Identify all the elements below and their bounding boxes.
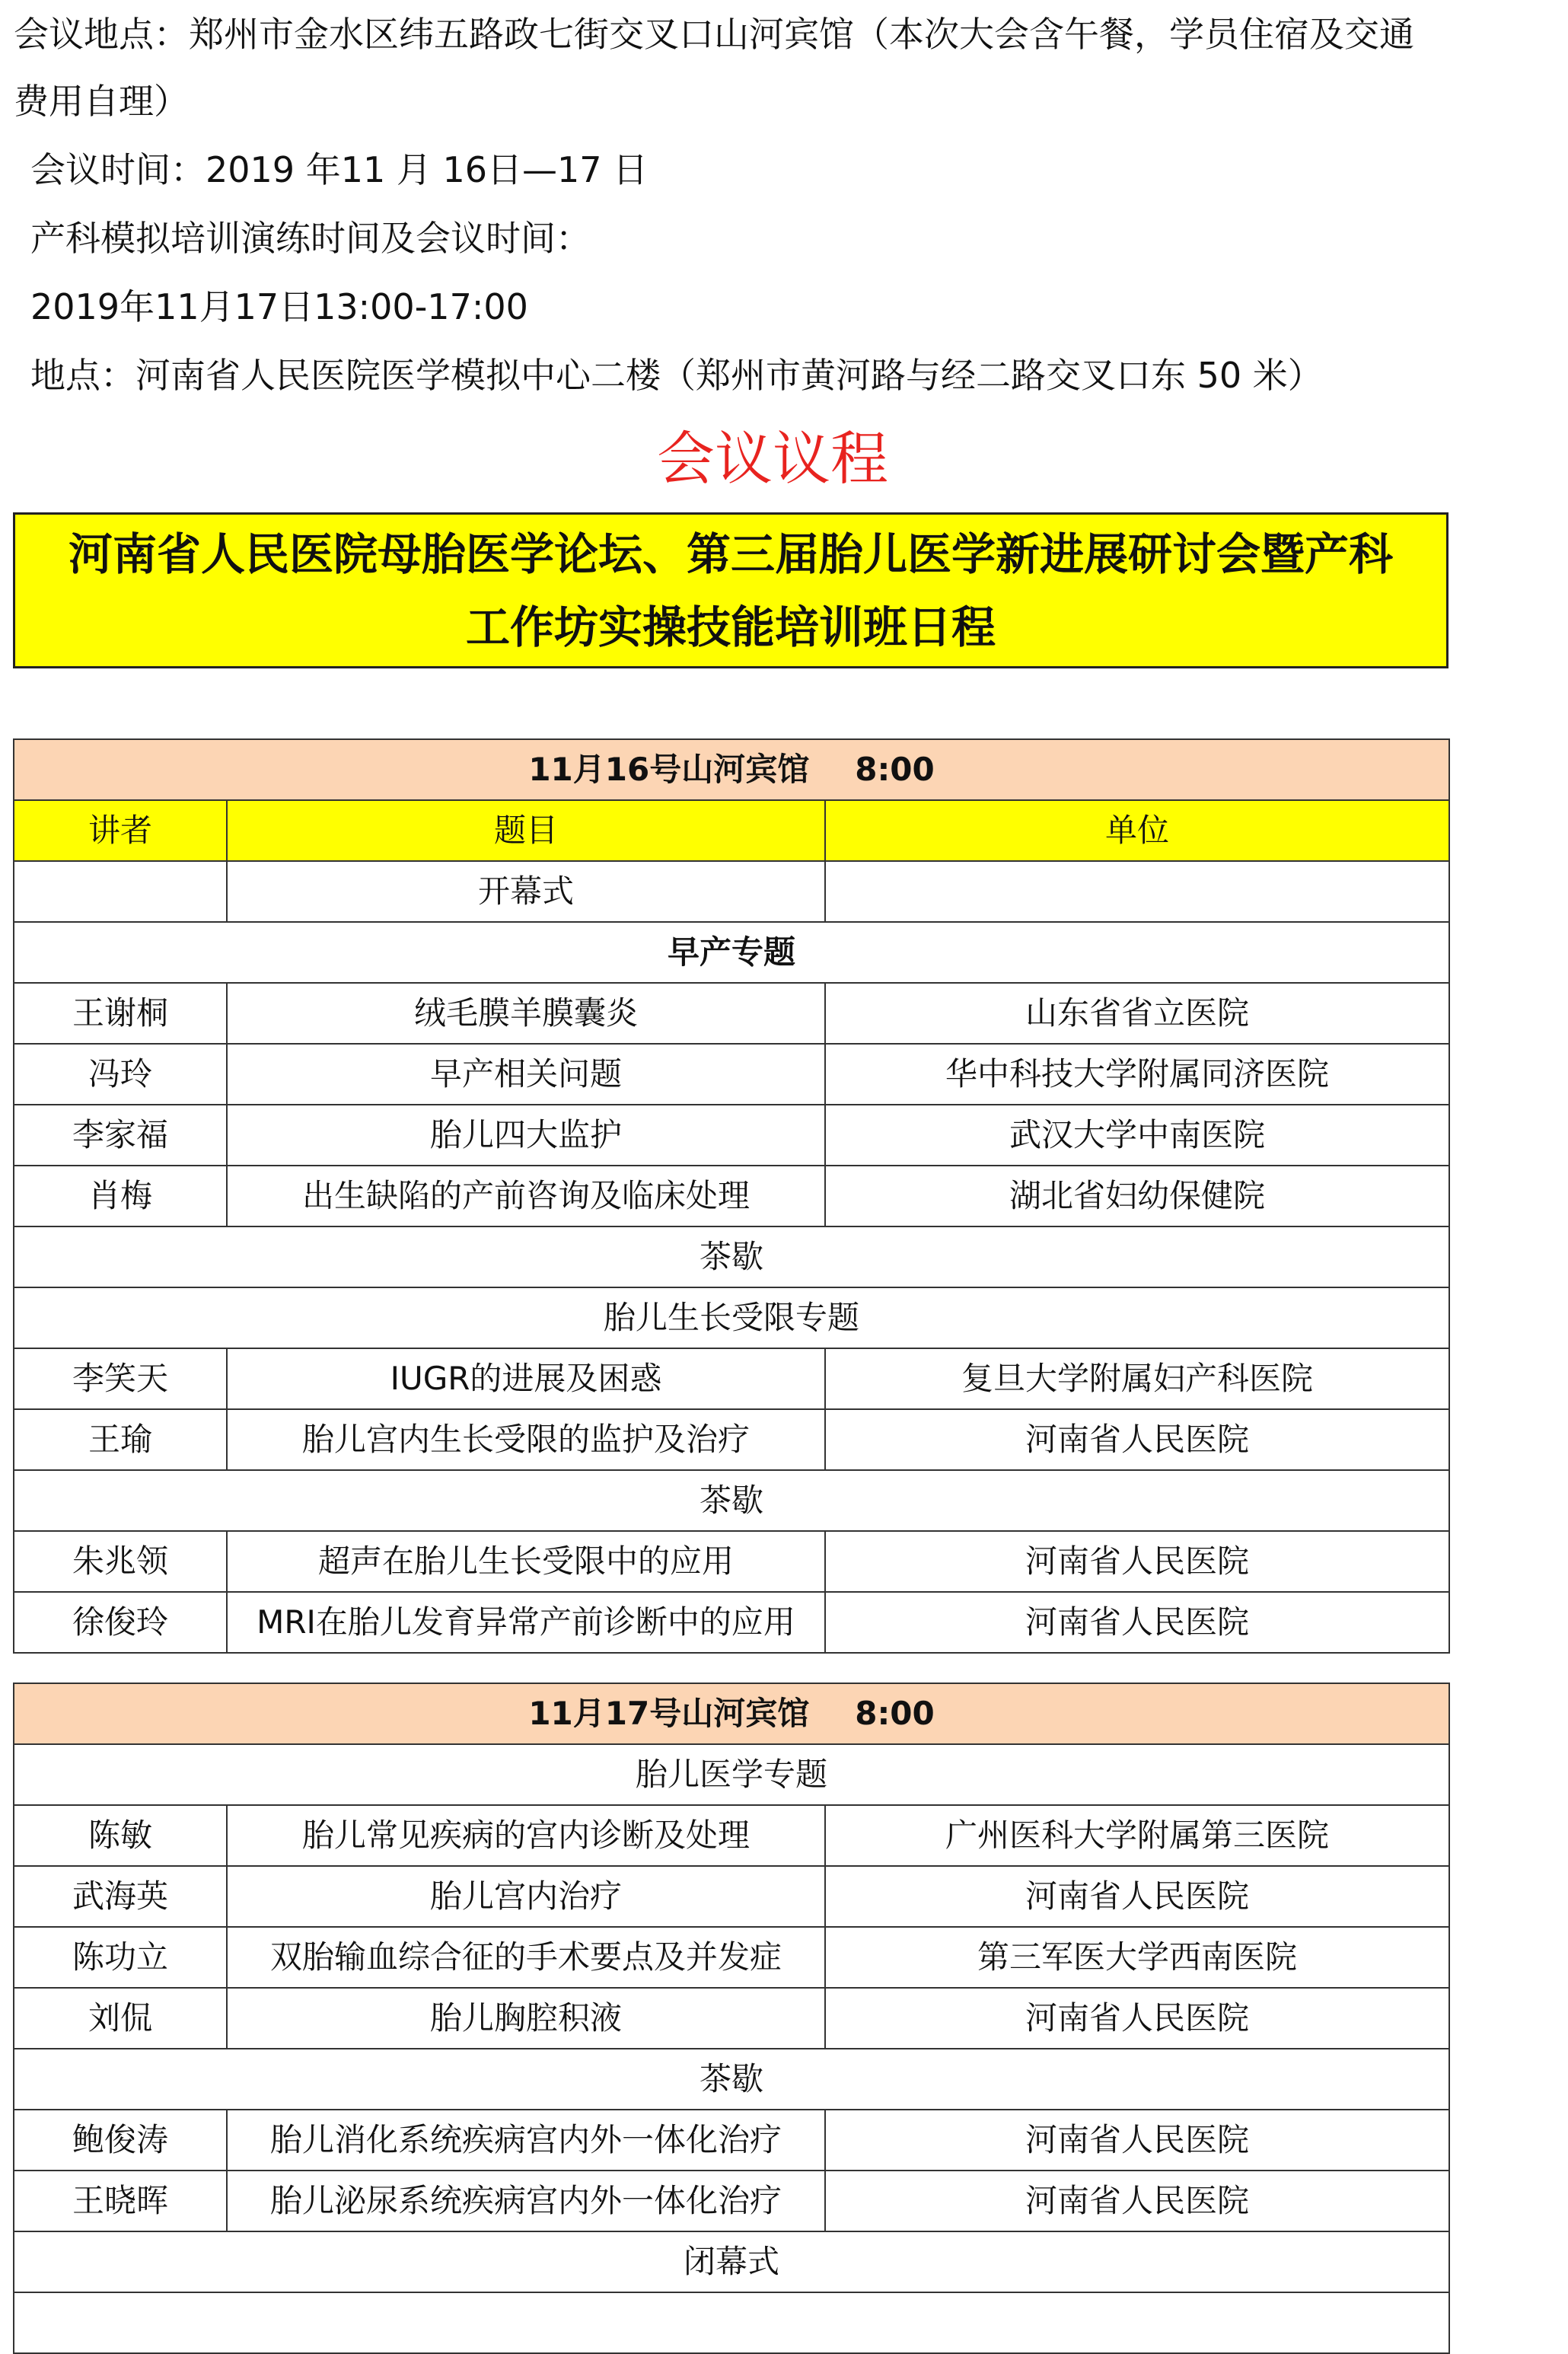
unit: 河南省人民医院	[825, 2110, 1449, 2171]
table-row	[14, 2110, 1449, 2171]
topic: IUGR的进展及困惑	[227, 1348, 825, 1409]
speaker: 陈功立	[14, 1927, 227, 1988]
speaker: 李家福	[14, 1105, 227, 1166]
table-row	[14, 983, 1449, 1044]
topic: 胎儿宫内治疗	[227, 1866, 825, 1927]
tea-break: 茶歇	[14, 1226, 1449, 1287]
day1-time: 8:00	[855, 751, 935, 788]
section-fetal-medicine: 胎儿医学专题	[14, 1744, 1449, 1805]
topic: 早产相关问题	[227, 1044, 825, 1105]
speaker: 鲍俊涛	[14, 2110, 227, 2171]
table-row	[14, 1592, 1449, 1653]
unit: 山东省省立医院	[825, 983, 1449, 1044]
speaker: 冯玲	[14, 1044, 227, 1105]
unit: 河南省人民医院	[825, 1592, 1449, 1653]
table-row	[14, 1866, 1449, 1927]
table-row	[14, 1348, 1449, 1409]
unit: 复旦大学附属妇产科医院	[825, 1348, 1449, 1409]
tea-break: 茶歇	[14, 1470, 1449, 1531]
meeting-time: 会议时间：2019 年11 月 16日—17 日	[30, 149, 649, 190]
topic: 出生缺陷的产前咨询及临床处理	[227, 1166, 825, 1226]
unit: 华中科技大学附属同济医院	[825, 1044, 1449, 1105]
table-row	[14, 1409, 1449, 1470]
unit: 河南省人民医院	[825, 1531, 1449, 1592]
section-row	[14, 1287, 1449, 1348]
table-row	[14, 1531, 1449, 1592]
topic: 绒毛膜羊膜囊炎	[227, 983, 825, 1044]
topic: MRI在胎儿发育异常产前诊断中的应用	[227, 1592, 825, 1653]
break-row	[14, 1470, 1449, 1531]
unit: 广州医科大学附属第三医院	[825, 1805, 1449, 1866]
section-fgr: 胎儿生长受限专题	[14, 1287, 1449, 1348]
col-topic: 题目	[227, 800, 825, 861]
speaker: 肖梅	[14, 1166, 227, 1226]
opening-ceremony: 开幕式	[227, 861, 825, 922]
speaker: 刘侃	[14, 1988, 227, 2049]
venue-line-1: 会议地点：郑州市金水区纬五路政七街交叉口山河宾馆（本次大会含午餐，学员住宿及交通	[14, 14, 1414, 55]
section-preterm: 早产专题	[14, 922, 1449, 983]
topic: 超声在胎儿生长受限中的应用	[227, 1531, 825, 1592]
unit: 第三军医大学西南医院	[825, 1927, 1449, 1988]
empty-row	[14, 2292, 1449, 2353]
unit: 河南省人民医院	[825, 1988, 1449, 2049]
unit: 河南省人民医院	[825, 1866, 1449, 1927]
topic: 胎儿消化系统疾病宫内外一体化治疗	[227, 2110, 825, 2171]
topic: 胎儿胸腔积液	[227, 1988, 825, 2049]
closing-ceremony: 闭幕式	[14, 2231, 1449, 2292]
speaker: 陈敏	[14, 1805, 227, 1866]
col-speaker: 讲者	[14, 800, 227, 861]
day1-header-row	[14, 739, 1449, 800]
speaker: 徐俊玲	[14, 1592, 227, 1653]
agenda-title: 会议议程	[657, 425, 888, 493]
unit: 武汉大学中南医院	[825, 1105, 1449, 1166]
training-place: 地点：河南省人民医院医学模拟中心二楼（郑州市黄河路与经二路交叉口东 50 米）	[30, 355, 1323, 396]
day2-header-row	[14, 1683, 1449, 1744]
day2-date-venue: 11月17号山河宾馆	[528, 1695, 810, 1732]
topic: 胎儿宫内生长受限的监护及治疗	[227, 1409, 825, 1470]
banner-line-1: 河南省人民医院母胎医学论坛、第三届胎儿医学新进展研讨会暨产科	[68, 528, 1393, 580]
speaker: 王晓晖	[14, 2171, 227, 2231]
table-row	[14, 1044, 1449, 1105]
venue-line-2: 费用自理）	[14, 81, 189, 122]
table-row	[14, 2171, 1449, 2231]
day2-schedule-table	[13, 1683, 1450, 2354]
topic: 胎儿泌尿系统疾病宫内外一体化治疗	[227, 2171, 825, 2231]
unit: 河南省人民医院	[825, 2171, 1449, 2231]
topic: 胎儿常见疾病的宫内诊断及处理	[227, 1805, 825, 1866]
topic: 双胎输血综合征的手术要点及并发症	[227, 1927, 825, 1988]
table-row	[14, 1805, 1449, 1866]
closing-row	[14, 2231, 1449, 2292]
banner-line-2: 工作坊实操技能培训班日程	[465, 601, 996, 653]
col-unit: 单位	[825, 800, 1449, 861]
program-banner	[13, 512, 1448, 668]
training-label: 产科模拟培训演练时间及会议时间：	[30, 218, 591, 259]
section-row	[14, 922, 1449, 983]
break-row	[14, 2049, 1449, 2110]
column-header-row	[14, 800, 1449, 861]
day1-date-venue: 11月16号山河宾馆	[528, 751, 810, 788]
speaker: 朱兆领	[14, 1531, 227, 1592]
topic: 胎儿四大监护	[227, 1105, 825, 1166]
opening-row	[14, 861, 1449, 922]
day2-time: 8:00	[855, 1695, 935, 1732]
tea-break: 茶歇	[14, 2049, 1449, 2110]
day1-schedule-table	[13, 738, 1450, 1654]
speaker: 李笑天	[14, 1348, 227, 1409]
speaker: 王瑜	[14, 1409, 227, 1470]
unit: 湖北省妇幼保健院	[825, 1166, 1449, 1226]
table-row	[14, 1166, 1449, 1226]
table-row	[14, 1988, 1449, 2049]
table-row	[14, 1105, 1449, 1166]
break-row	[14, 1226, 1449, 1287]
speaker: 武海英	[14, 1866, 227, 1927]
section-row	[14, 1744, 1449, 1805]
speaker: 王谢桐	[14, 983, 227, 1044]
table-row	[14, 1927, 1449, 1988]
training-time: 2019年11月17日13:00-17:00	[30, 286, 528, 327]
unit: 河南省人民医院	[825, 1409, 1449, 1470]
